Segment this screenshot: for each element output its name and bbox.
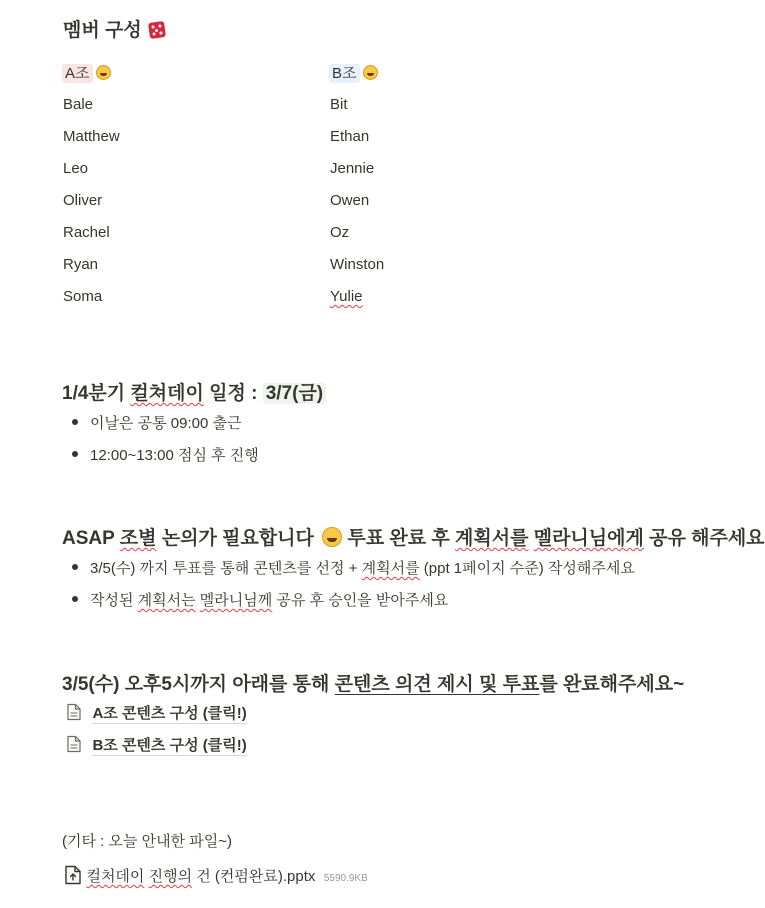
bullet [72,419,78,425]
page-link-b[interactable]: B조 콘텐츠 구성 (클릭!) [66,734,247,755]
grin-emoji-icon [322,527,342,547]
member-name: Ethan [330,128,370,145]
member-name: Matthew [63,128,120,145]
member-name: Oz [330,224,350,241]
member-name: Winston [330,256,385,273]
bullet [72,451,78,457]
page-icon [66,735,82,753]
member-name: Oliver [63,192,103,209]
vote-heading: 3/5(수) 오후5시까지 아래를 통해 콘텐츠 의견 제시 및 투표를 완료해주세요~ [62,674,685,695]
file-name[interactable]: 컬처데이 진행의 건 (컨펌완료).pptx [86,868,316,885]
member-name: Ryan [63,256,99,273]
member-name: Yulie [330,288,363,305]
grin-emoji-icon [96,65,111,80]
member-name: Jennie [330,160,375,177]
page-icon [66,703,82,721]
grin-emoji-icon [363,65,378,80]
member-name: Leo [63,160,89,177]
team-a-header [62,62,111,83]
member-name: Soma [63,288,103,305]
misc-note: (기타 : 오늘 안내한 파일~) [62,833,232,850]
bullet [72,564,78,570]
page-link-a[interactable]: A조 콘텐츠 구성 (클릭!) [66,702,247,723]
team-a-tag: A조 [62,64,93,83]
member-name: Rachel [63,224,110,241]
schedule-date: 3/7(금) [263,383,326,404]
schedule-heading: 1/4분기 컬쳐데이 일정 : 3/7(금) [62,378,326,405]
file-icon [64,865,82,885]
team-b-header [329,62,378,83]
member-name: Bit [330,96,348,113]
member-name: Bale [63,96,94,113]
asap-item: 3/5(수) 까지 투표를 통해 콘텐츠를 선정 + 계획서를 (ppt 1페이지 수준) 작성해주세요 [90,560,635,577]
schedule-item: 이날은 공통 09:00 출근 [90,415,242,432]
asap-heading: ASAP 조별 논의가 필요합니다 투표 완료 후 계획서를 멜라니님에게 공유 해주세요 [62,528,765,549]
asap-item: 작성된 계획서는 멜라니님께 공유 후 승인을 받아주세요 [90,592,449,609]
team-b-tag: B조 [329,64,360,83]
members-title: 멤버 구성 [63,15,165,42]
member-name: Owen [330,192,370,209]
dice-icon [148,21,166,39]
file-attachment[interactable] [64,865,368,886]
schedule-item: 12:00~13:00 점심 후 진행 [90,447,259,464]
file-size: 5590.9KB [323,873,368,884]
bullet [72,596,78,602]
